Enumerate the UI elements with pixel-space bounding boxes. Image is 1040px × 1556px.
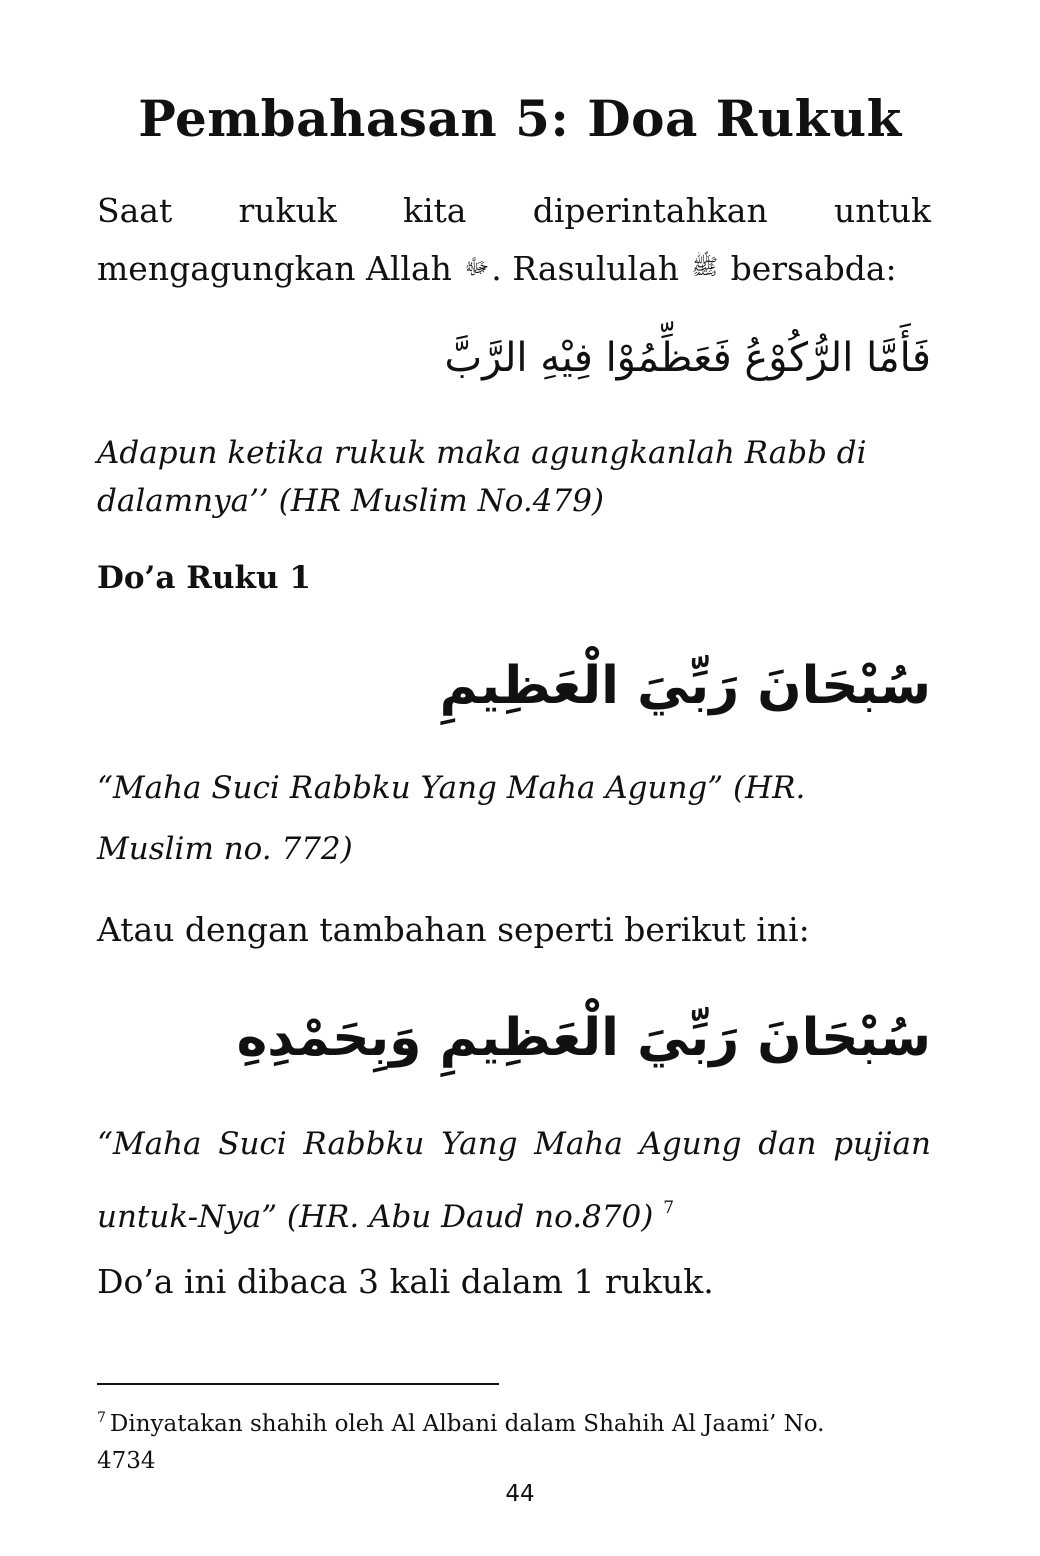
page-number: 44 [505, 1481, 535, 1507]
intro-text-allah: mengagungkan Allah [97, 249, 452, 288]
doa2-translation [97, 1112, 931, 1249]
footnote-reference: 7 [663, 1198, 675, 1218]
doa2-arabic: سُبْحَانَ رَبِّيَ الْعَظِيمِ وَبِحَمْدِهِ [236, 1008, 931, 1068]
doa1-translation-line-2: Muslim no. 772) [97, 831, 353, 867]
intro-line-2 [97, 249, 897, 288]
doa2-translation-line-2-text: untuk-Nya” (HR. Abu Daud no.870) [97, 1199, 654, 1235]
doa2-translation-line-1: “Maha Suci Rabbku Yang Maha Agung dan pujian [97, 1126, 931, 1162]
intro-line-1: Saat rukuk kita diperintahkan untuk [97, 191, 931, 230]
intro-text-rasul: . Rasululah [491, 249, 680, 288]
hadith-arabic: فَأَمَّا الرُّكُوْعُ فَعَظِّمُوْا فِيْهِ الرَّبَّ [444, 335, 931, 381]
doa1-arabic: سُبْحَانَ رَبِّيَ الْعَظِيمِ [439, 656, 931, 716]
footnote-line-2: 4734 [97, 1448, 156, 1474]
footnote-marker: 7 [97, 1410, 106, 1426]
footnote-text: Dinyatakan shahih oleh Al Albani dalam Shahih Al Jaami’ No. [109, 1411, 825, 1437]
hadith-translation-line-2: dalamnya’’ (HR Muslim No.479) [97, 483, 605, 519]
footnote-line-1 [97, 1400, 931, 1443]
recitation-note: Do’a ini dibaca 3 kali dalam 1 rukuk. [97, 1262, 714, 1301]
doa2-translation-line-2 [97, 1176, 931, 1249]
intro-paragraph [97, 182, 931, 297]
intro-text-bersabda: bersabda: [730, 249, 897, 288]
salawat-honorific-icon: ﷺ [691, 255, 719, 280]
additional-intro: Atau dengan tambahan seperti berikut ini: [97, 910, 810, 949]
footnote [97, 1400, 931, 1480]
footnote-divider [97, 1383, 499, 1385]
doa1-translation [97, 758, 931, 880]
page-title: Pembahasan 5: Doa Rukuk [138, 89, 902, 148]
hadith-translation [97, 429, 931, 525]
doa1-translation-line-1: “Maha Suci Rabbku Yang Maha Agung” (HR. [97, 770, 806, 806]
hadith-translation-line-1: Adapun ketika rukuk maka agungkanlah Rabb di [97, 435, 867, 471]
section-subheading: Do’a Ruku 1 [97, 560, 311, 596]
jalla-jalaluh-honorific-icon: ﷻ [464, 255, 490, 280]
